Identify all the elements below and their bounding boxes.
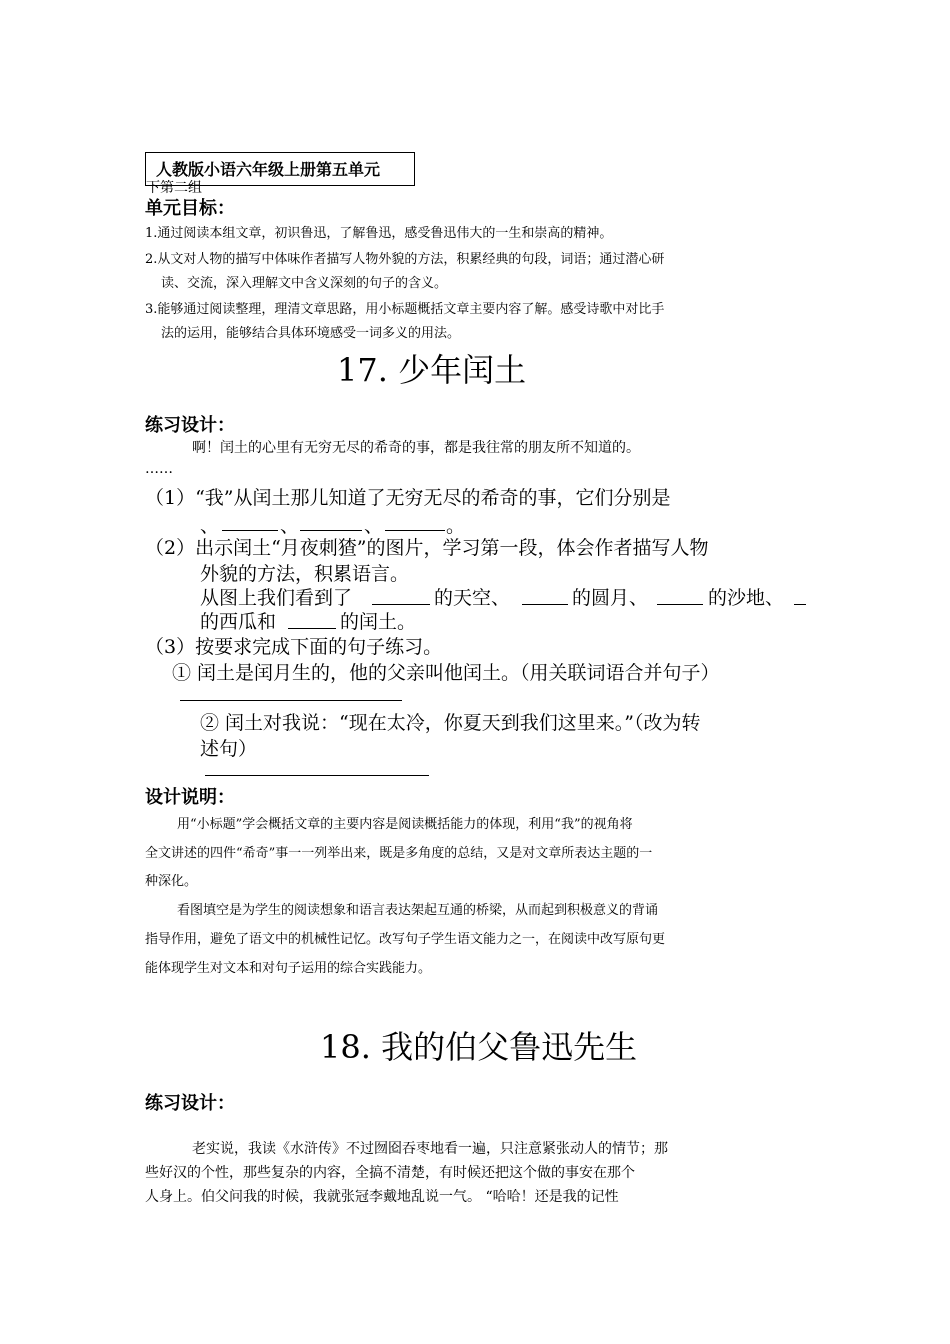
unit-goal-line: 法的运用，能够结合具体环境感受一词多义的用法。 [161,326,461,341]
unit-goals-heading: 单元目标： [145,198,235,219]
question-1-sep: 、 [200,515,220,537]
answer-blank [300,530,362,531]
lesson-17-quote: 啊！闰土的心里有无穷无尽的希奇的事，都是我往常的朋友所不知道的。 [192,440,640,456]
answer-blank [522,604,568,605]
lesson-17-practice-heading: 练习设计： [145,415,235,436]
question-2-fill-d: 的沙地、 [708,587,785,609]
question-1-sep: 、 [364,515,384,537]
question-2-line-2: 外貌的方法，积累语言。 [200,563,410,585]
answer-blank [222,530,278,531]
question-2-fill-f: 的闰土。 [340,611,417,633]
unit-goal-line: 读、交流，深入理解文中含义深刻的句子的含义。 [161,276,448,291]
question-2-fill-b: 的天空、 [434,587,511,609]
question-2-fill-e: 的西瓜和 [200,611,277,633]
design-notes-line: 看图填空是为学生的阅读想象和语言表达架起互通的桥梁，从而起到积极意义的背诵 [177,903,659,918]
lesson-18-practice-heading: 练习设计： [145,1093,235,1114]
design-notes-line: 全文讲述的四件“希奇”事一一列举出来，既是多角度的总结，又是对文章所表达主题的一 [145,846,653,861]
lesson-18-paragraph-line: 些好汉的个性，那些复杂的内容，全搞不清楚，有时候还把这个做的事安在那个 [145,1165,635,1181]
lesson-17-ellipsis: …… [145,461,173,477]
question-1-end: 。 [446,515,466,537]
design-notes-heading: 设计说明： [145,787,235,808]
answer-blank [288,628,336,629]
unit-header-box [145,152,415,196]
lesson-18-paragraph-line: 人身上。伯父问我的时候，我就张冠李戴地乱说一气。 “哈哈！还是我的记性 [145,1189,619,1205]
answer-blank [205,775,429,776]
question-2-fill-c: 的圆月、 [572,587,649,609]
answer-blank [385,530,445,531]
lesson-17-title: 17. 少年闰土 [337,351,527,389]
question-3-item-2-line-2: 述句） [200,738,258,760]
question-3-item-1: ① 闰土是闰月生的，他的父亲叫他闰土。（用关联词语合并句子） [172,662,720,684]
question-3-item-2-line-1: ② 闰土对我说：“现在太冷，你夏天到我们这里来。”（改为转 [200,712,701,734]
question-3-line-1: （3）按要求完成下面的句子练习。 [145,636,443,658]
unit-goal-line: 1.通过阅读本组文章，初识鲁迅，了解鲁迅，感受鲁迅伟大的一生和崇高的精神。 [145,226,613,241]
unit-goal-line: 2.从文对人物的描写中体味作者描写人物外貌的方法，积累经典的句段，词语；通过潜心研 [145,252,665,267]
design-notes-line: 能体现学生对文本和对句子运用的综合实践能力。 [145,961,432,976]
question-2-line-1: （2）出示闰土“月夜刺猹”的图片，学习第一段，体会作者描写人物 [145,537,709,559]
design-notes-line: 指导作用，避免了语文中的机械性记忆。改写句子学生语文能力之一，在阅读中改写原句更 [145,932,666,947]
question-1-line-1: （1）“我”从闰土那儿知道了无穷无尽的希奇的事，它们分别是 [145,487,671,509]
unit-header-cut-text: 下第二组 [146,180,202,196]
answer-blank [372,604,430,605]
answer-blank [657,604,703,605]
unit-header-title: 人教版小语六年级上册第五单元 [156,160,381,179]
question-1-sep: 、 [280,515,300,537]
design-notes-line: 种深化。 [145,874,198,889]
lesson-18-title: 18. 我的伯父鲁迅先生 [320,1028,638,1066]
design-notes-line: 用“小标题”学会概括文章的主要内容是阅读概括能力的体现，利用“我”的视角将 [177,817,633,832]
answer-blank [794,604,806,605]
answer-blank [180,700,402,701]
unit-goal-line: 3.能够通过阅读整理，理清文章思路，用小标题概括文章主要内容了解。感受诗歌中对比手 [145,302,665,317]
lesson-18-paragraph-line: 老实说，我读《水浒传》不过囫囵吞枣地看一遍，只注意紧张动人的情节；那 [192,1141,668,1157]
question-2-fill-a: 从图上我们看到了 [200,587,353,609]
